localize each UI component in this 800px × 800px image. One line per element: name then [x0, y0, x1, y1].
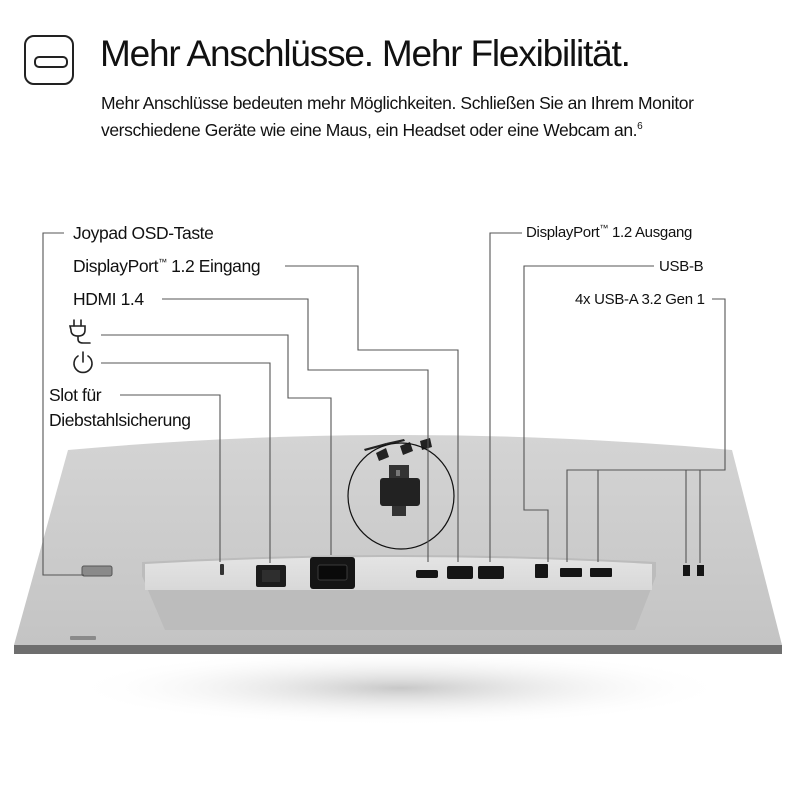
label-slot-line1: Slot für: [49, 385, 102, 405]
label-dp-out-suffix: 1.2 Ausgang: [608, 224, 693, 241]
usb-a-port-1: [560, 568, 582, 577]
label-slot-line2: Diebstahlsicherung: [49, 410, 191, 430]
floor-shadow: [70, 650, 730, 726]
label-dp-in-prefix: DisplayPort: [73, 256, 159, 276]
displayport-in: [447, 566, 473, 579]
usb-b-port: [535, 564, 548, 578]
ac-power-pins: [318, 565, 347, 580]
power-button: [70, 636, 96, 640]
label-dp-in-suffix: 1.2 Eingang: [166, 256, 261, 276]
label-joypad-osd: Joypad OSD-Taste: [73, 223, 214, 243]
label-dp-out-prefix: DisplayPort: [526, 224, 600, 241]
label-displayport-out: [526, 222, 692, 244]
power-switch-rocker: [262, 570, 280, 582]
side-usb-a-port-1: [683, 565, 690, 576]
joypad-button: [82, 566, 112, 576]
page-headline: Mehr Anschlüsse. Mehr Flexibilität.: [100, 33, 630, 74]
label-dp-in-tm: ™: [158, 257, 167, 268]
label-displayport-in: [73, 255, 260, 277]
power-plug-icon: [68, 318, 94, 346]
power-button-icon: [70, 350, 96, 376]
usb-a-port-2: [590, 568, 612, 577]
kensington-slot: [220, 564, 224, 575]
label-usb-b: USB-B: [659, 258, 704, 275]
footnote-marker: 6: [637, 121, 643, 133]
description-body: Mehr Anschlüsse bedeuten mehr Möglichkeiten. Schließen Sie an Ihrem Monitor verschiedene Geräte wie eine Maus, ein Headset oder eine Webcam an.: [101, 93, 694, 140]
side-usb-a-port-2: [697, 565, 704, 576]
label-hdmi: HDMI 1.4: [73, 289, 144, 309]
displayport-out: [478, 566, 504, 579]
hdmi-port: [416, 570, 438, 578]
label-dp-out-tm: ™: [599, 223, 609, 233]
monitor-bottom-bezel: [14, 645, 782, 654]
label-usb-a: 4x USB-A 3.2 Gen 1: [575, 291, 705, 308]
